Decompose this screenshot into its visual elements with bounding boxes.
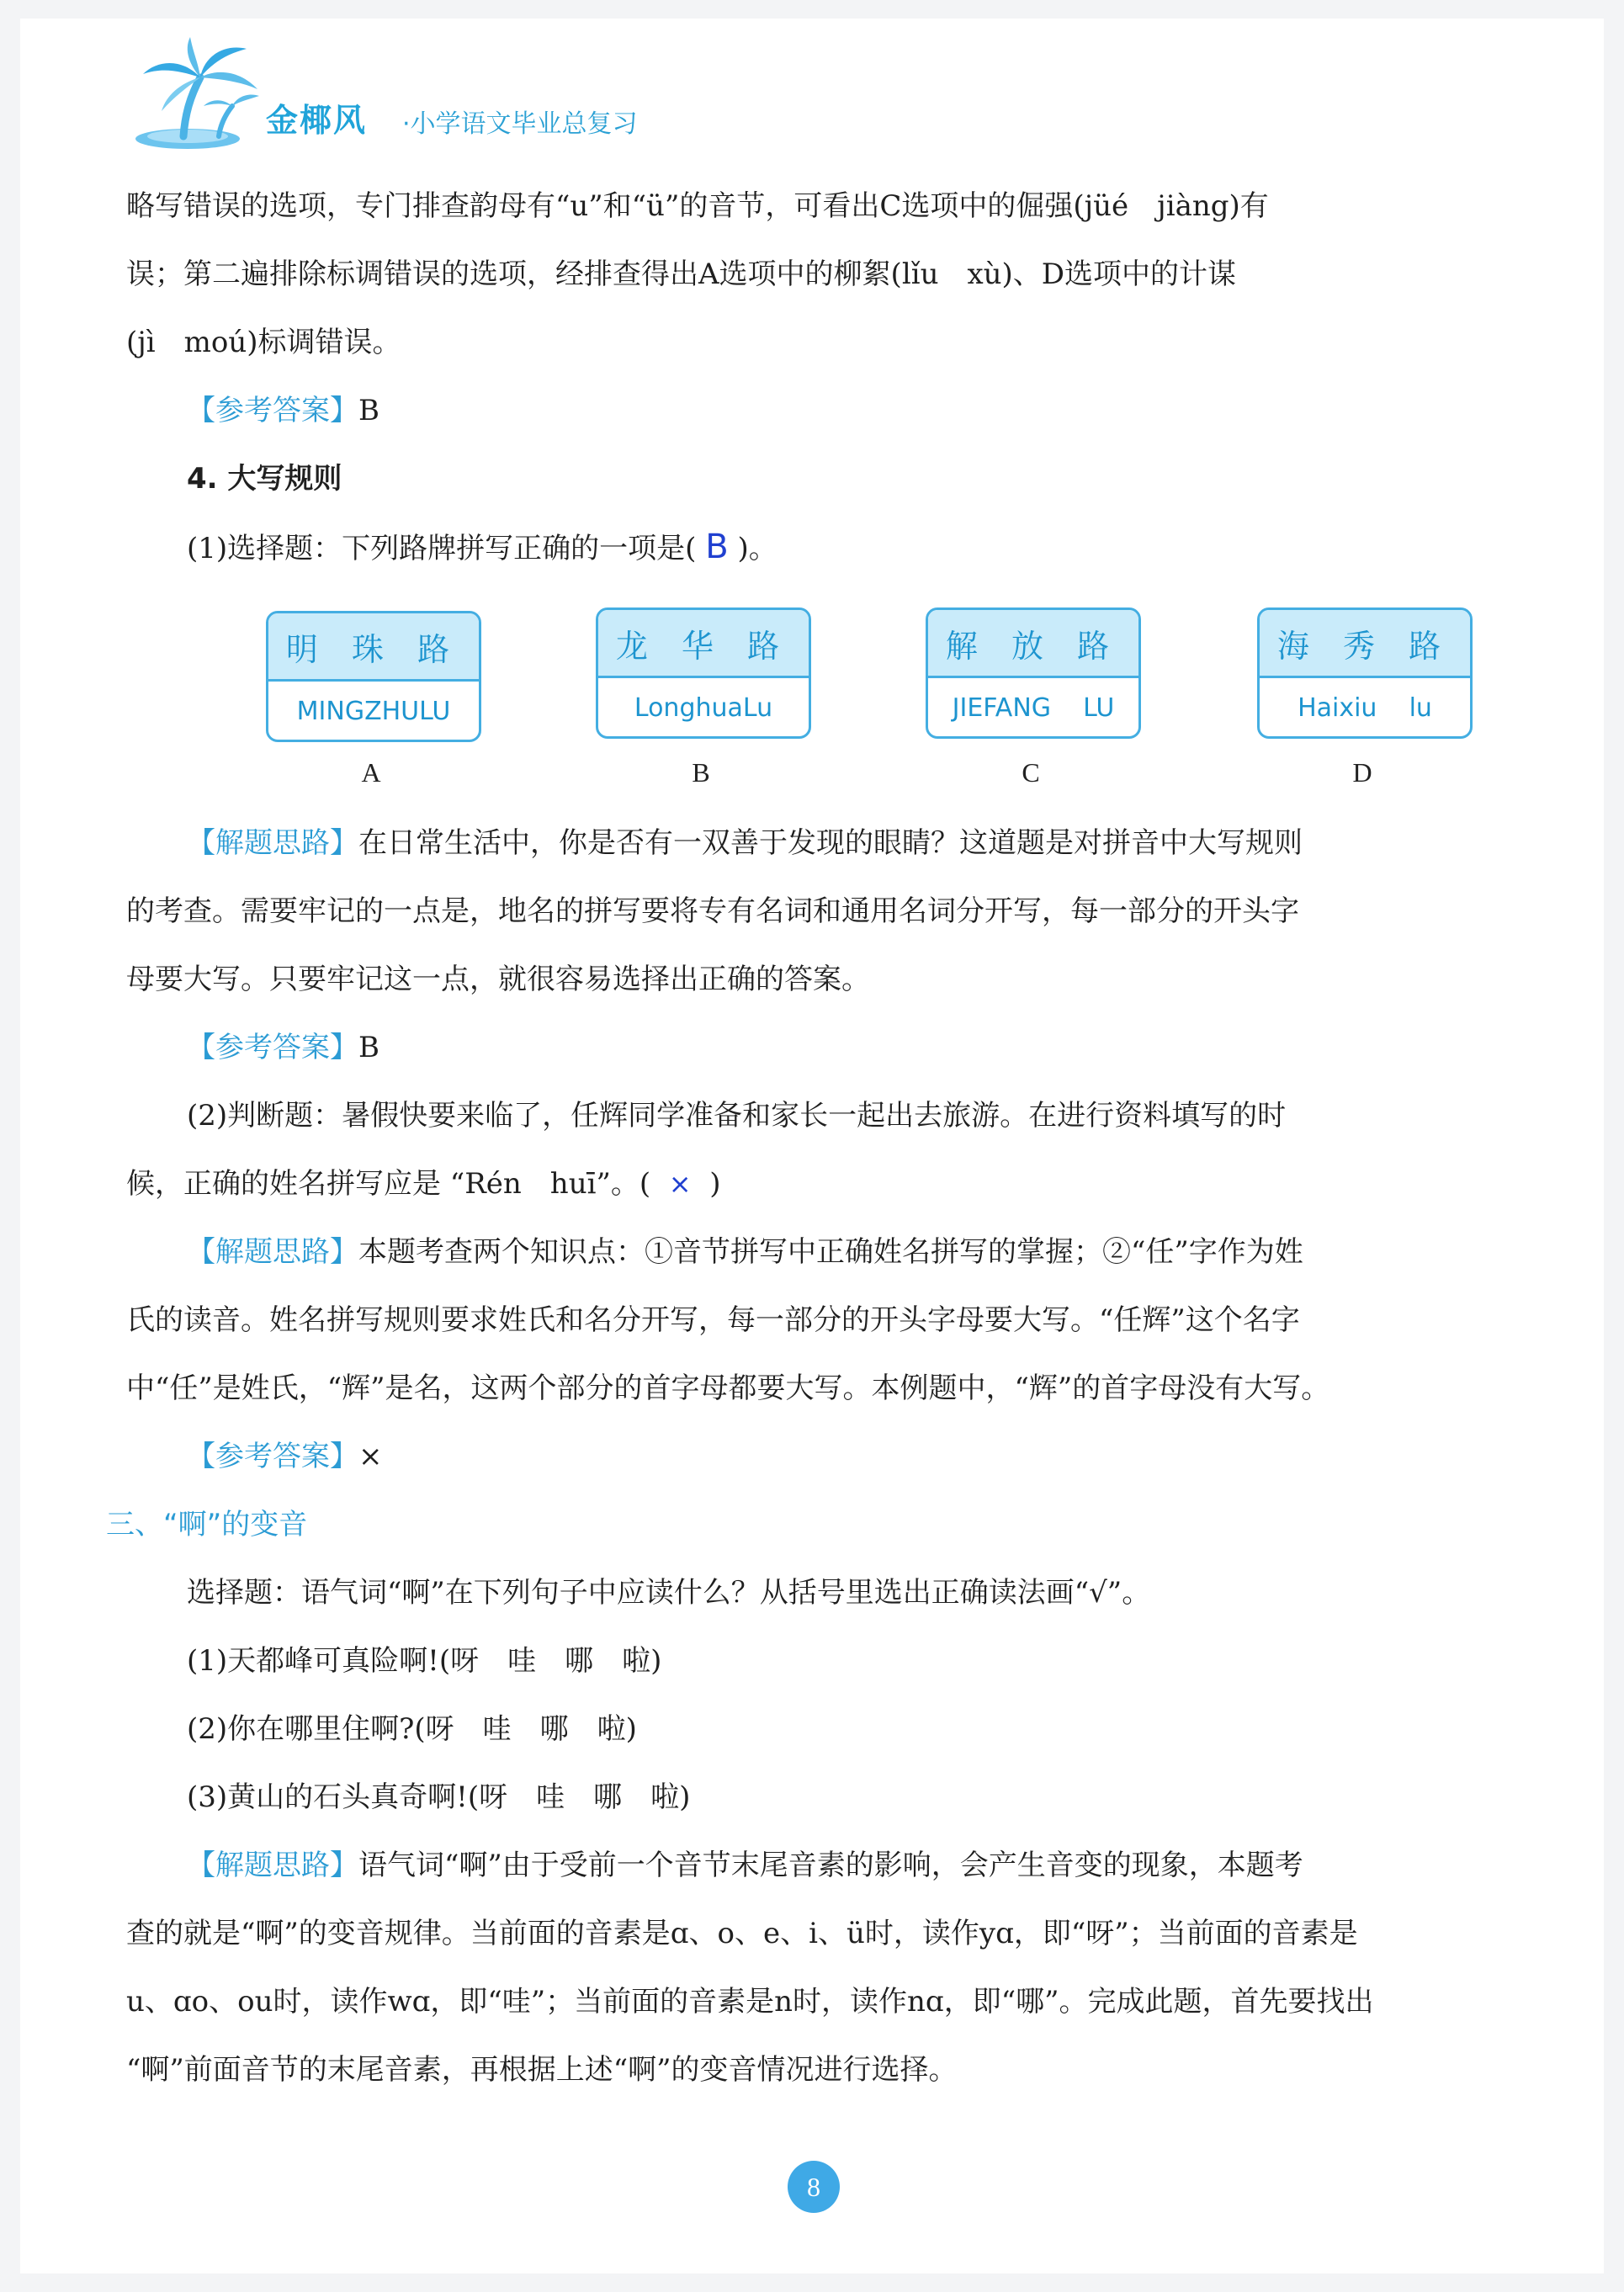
header bbox=[125, 34, 882, 168]
answer-tag: 【参考答案】 bbox=[187, 1031, 358, 1064]
explanation-line: 氏的读音。姓名拼写规则要求姓氏和名分开写，每一部分的开头字母要大写。“任辉”这个名字 bbox=[126, 1303, 1300, 1337]
explanation-tag: 【解题思路】 bbox=[187, 1849, 358, 1882]
sign-pinyin: JIEFANG LU bbox=[952, 692, 1115, 723]
explanation-line: 误；第二遍排除标调错误的选项，经排查得出A选项中的柳絮(lǐu xù)、D选项中的计谋 bbox=[126, 257, 1237, 291]
handwritten-answer: B bbox=[705, 528, 729, 566]
section-heading-capitalization: 4. 大写规则 bbox=[187, 462, 342, 496]
question-2-line: (2)判断题：暑假快要来临了，任辉同学准备和家长一起出去旅游。在进行资料填写的时 bbox=[187, 1099, 1287, 1133]
question-1: (1)选择题：下列路牌拼写正确的一项是( B )。 bbox=[187, 528, 778, 566]
sign-pinyin: LonghuaLu bbox=[634, 692, 773, 723]
explanation-line: (jì moú)标调错误。 bbox=[126, 326, 401, 359]
handwritten-answer: × bbox=[668, 1168, 692, 1200]
answer-value: × bbox=[358, 1440, 383, 1473]
page-number: 8 bbox=[788, 2161, 840, 2213]
explanation-line: 【解题思路】语气词“啊”由于受前一个音节末尾音素的影响，会产生音变的现象，本题考 bbox=[187, 1849, 1303, 1882]
option-letter: C bbox=[1022, 757, 1040, 788]
question-2-line: 候，正确的姓名拼写应是 “Rén huī”。( × ) bbox=[126, 1167, 721, 1201]
explanation-line: 【解题思路】在日常生活中，你是否有一双善于发现的眼睛？这道题是对拼音中大写规则 bbox=[187, 826, 1303, 860]
explanation-line: 略写错误的选项，专门排查韵母有“u”和“ü”的音节，可看出C选项中的倔强(jüé jiàng)有 bbox=[126, 189, 1269, 223]
explanation-line: 查的就是“啊”的变音规律。当前面的音素是ɑ、o、e、i、ü时，读作yɑ，即“呀”；当前面的音素是 bbox=[126, 1917, 1358, 1950]
brand-subtitle: ·小学语文毕业总复习 bbox=[402, 109, 638, 139]
sign-chinese: 解 放 路 bbox=[928, 610, 1138, 678]
option-letter: A bbox=[361, 757, 381, 788]
answer-line bbox=[126, 1423, 1489, 1491]
explanation-line: “啊”前面音节的末尾音素，再根据上述“啊”的变音情况进行选择。 bbox=[126, 2053, 958, 2087]
palm-tree-logo-icon bbox=[125, 34, 268, 151]
question-3-item: (2)你在哪里住啊?(呀 哇 哪 啦) bbox=[187, 1712, 637, 1746]
answer-value: B bbox=[358, 1031, 379, 1064]
answer-line bbox=[126, 1014, 1489, 1082]
explanation-line: 母要大写。只要牢记这一点，就很容易选择出正确的答案。 bbox=[126, 963, 870, 996]
answer-tag: 【参考答案】 bbox=[187, 394, 358, 427]
explanation-line: 【解题思路】本题考查两个知识点：①音节拼写中正确姓名拼写的掌握；②“任”字作为姓 bbox=[187, 1235, 1303, 1269]
explanation-tag: 【解题思路】 bbox=[187, 826, 358, 860]
explanation-line: 中“任”是姓氏，“辉”是名，这两个部分的首字母都要大写。本例题中，“辉”的首字母没有大写。 bbox=[126, 1371, 1330, 1405]
answer-value: B bbox=[358, 394, 379, 427]
explanation-tag: 【解题思路】 bbox=[187, 1235, 358, 1269]
question-3-item: (3)黄山的石头真奇啊!(呀 哇 哪 啦) bbox=[187, 1780, 691, 1814]
option-letter: D bbox=[1352, 757, 1372, 788]
option-letter: B bbox=[692, 757, 710, 788]
brand-name: 金椰风 bbox=[266, 102, 368, 139]
upper-section bbox=[126, 172, 1489, 583]
question-3-item: (1)天都峰可真险啊!(呀 哇 哪 啦) bbox=[187, 1644, 662, 1678]
sign-pinyin: Haixiu lu bbox=[1298, 692, 1432, 723]
sign-chinese: 海 秀 路 bbox=[1260, 610, 1470, 678]
explanation-line: u、ɑo、ou时，读作wɑ，即“哇”；当前面的音素是n时，读作nɑ，即“哪”。完成此题，首先要找出 bbox=[126, 1985, 1374, 2019]
section-heading-a-sound: 三、“啊”的变音 bbox=[106, 1508, 308, 1541]
explanation-line: 的考查。需要牢记的一点是，地名的拼写要将专有名词和通用名词分开写，每一部分的开头字 bbox=[126, 894, 1299, 928]
lower-section bbox=[106, 809, 1489, 2104]
answer-line bbox=[126, 377, 1489, 445]
sign-chinese: 龙 华 路 bbox=[598, 610, 809, 678]
question-3-intro: 选择题：语气词“啊”在下列句子中应读什么？从括号里选出正确读法画“√”。 bbox=[187, 1576, 1151, 1610]
sign-pinyin: MINGZHULU bbox=[296, 696, 451, 726]
sign-chinese: 明 珠 路 bbox=[268, 613, 479, 682]
answer-tag: 【参考答案】 bbox=[187, 1440, 358, 1473]
